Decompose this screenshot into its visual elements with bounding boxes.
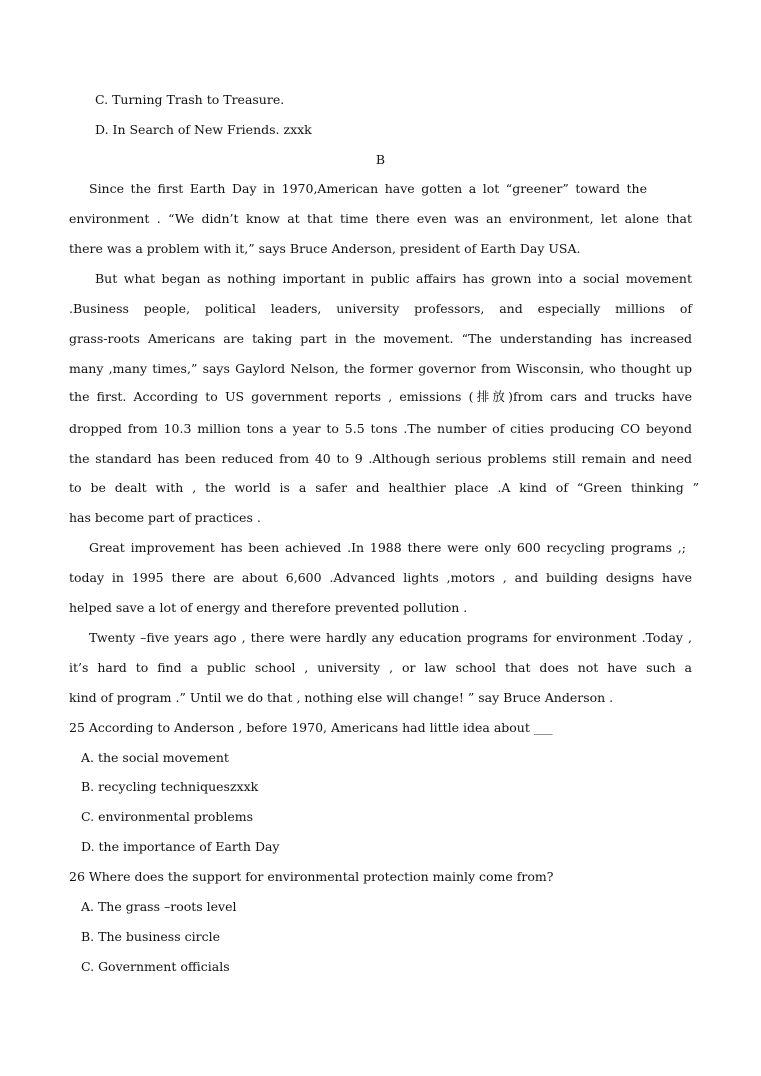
option-c-prev: C. Turning Trash to Treasure. (95, 92, 285, 107)
passage-line: the standard has been reduced from 40 to 9 .Although serious problems still remain and need (69, 451, 692, 466)
question-25-option-d: D. the importance of Earth Day (81, 839, 280, 854)
passage-line: has become part of practices . (69, 510, 261, 525)
passage-line: But what began as nothing important in public affairs has grown into a social movement (95, 271, 692, 286)
question-25-stem: 25 According to Anderson , before 1970, Americans had little idea about ___ (69, 720, 553, 735)
passage-line: many ,many times,” says Gaylord Nelson, the former governor from Wisconsin, who thought up (69, 361, 692, 376)
option-d-prev: D. In Search of New Friends. zxxk (95, 122, 312, 137)
passage-line: Since the first Earth Day in 1970,American have gotten a lot “greener” toward the (89, 181, 647, 196)
passage-line: to be dealt with , the world is a safer and healthier place .A kind of “Green thinking ” (69, 480, 699, 495)
passage-line: grass-roots Americans are taking part in the movement. “The understanding has increased (69, 331, 692, 346)
passage-line: dropped from 10.3 million tons a year to 5.5 tons .The number of cities producing CO beyond (69, 421, 692, 436)
question-25-option-c: C. environmental problems (81, 809, 254, 824)
question-25-option-a: A. the social movement (81, 750, 229, 765)
question-26-option-c: C. Government officials (81, 959, 230, 974)
passage-line: today in 1995 there are about 6,600 .Advanced lights ,motors , and building designs have (69, 570, 692, 585)
passage-line: .Business people, political leaders, university professors, and especially millions of (69, 301, 692, 316)
question-26-option-b: B. The business circle (81, 929, 220, 944)
passage-line: helped save a lot of energy and therefore prevented pollution . (69, 600, 468, 615)
passage-line: there was a problem with it,” says Bruce Anderson, president of Earth Day USA. (69, 241, 581, 256)
section-label: B (375, 152, 386, 167)
question-26-option-a: A. The grass –roots level (81, 899, 237, 914)
passage-line: Great improvement has been achieved .In 1988 there were only 600 recycling programs ,; (89, 540, 686, 555)
passage-line: environment . “We didn’t know at that time there even was an environment, let alone that (69, 211, 692, 226)
question-26-stem: 26 Where does the support for environmental protection mainly come from? (69, 869, 554, 884)
passage-line: it’s hard to find a public school , university , or law school that does not have such a (69, 660, 692, 675)
passage-line: kind of program .” Until we do that , nothing else will change! ” say Bruce Anderson . (69, 690, 614, 705)
question-25-option-b: B. recycling techniqueszxxk (81, 779, 259, 794)
passage-line: the first. According to US government reports , emissions (排放)from cars and trucks have (69, 389, 692, 404)
passage-line: Twenty –five years ago , there were hardly any education programs for environment .Today , (89, 630, 692, 645)
